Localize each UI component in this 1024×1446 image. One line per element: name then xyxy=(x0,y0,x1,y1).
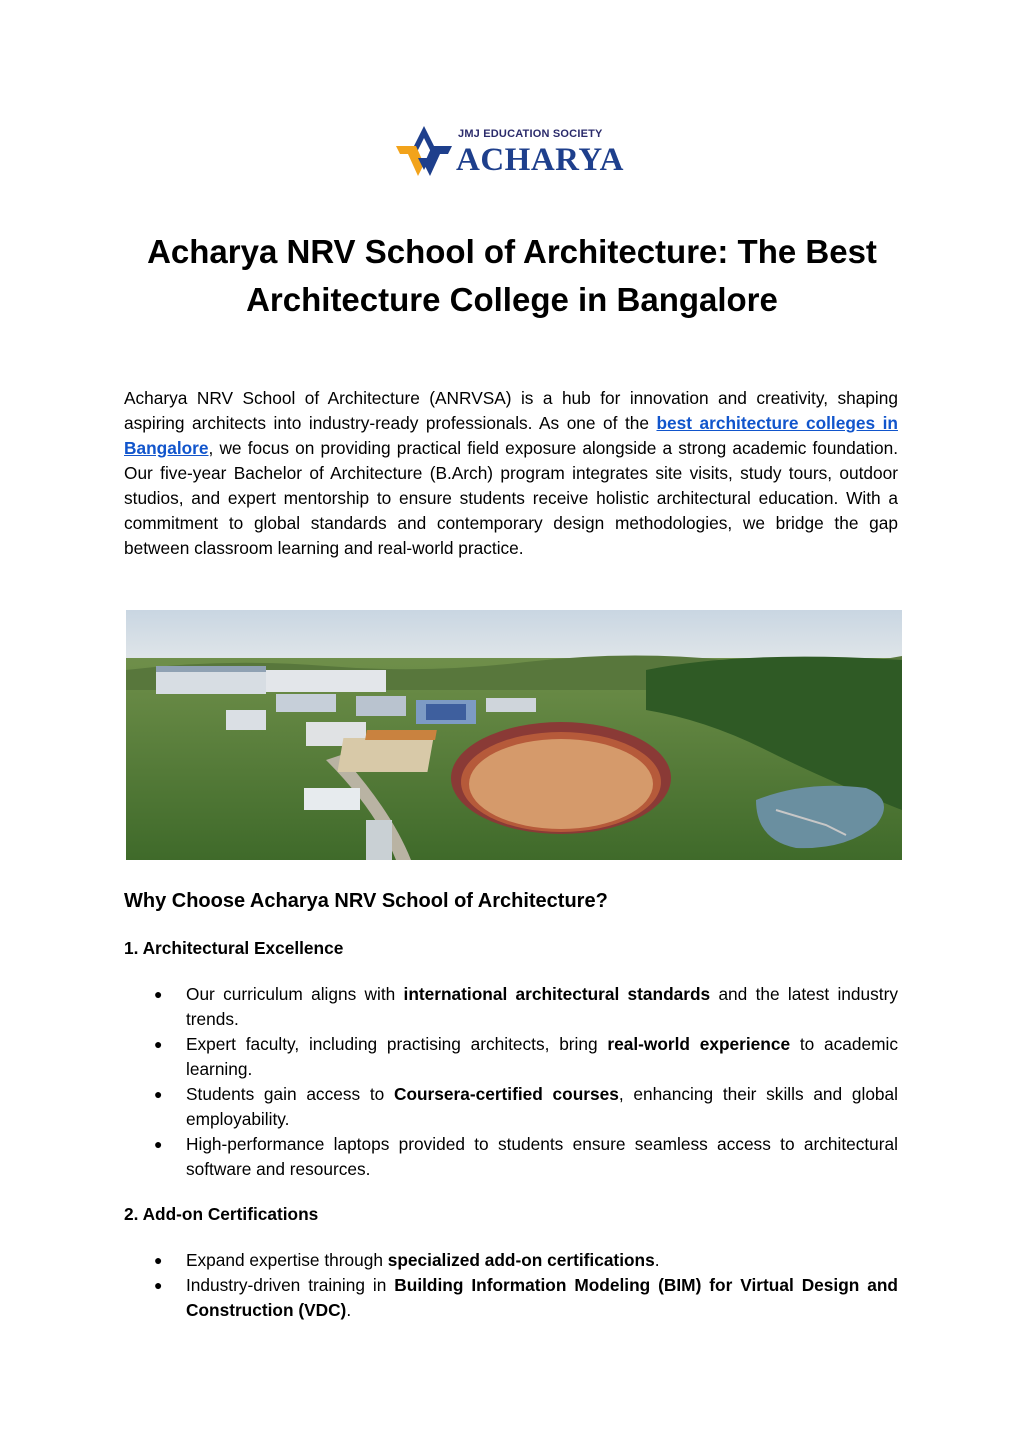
section-1-bullet-list xyxy=(124,982,898,1182)
bullet-bold-text: international architectural standards xyxy=(403,984,711,1004)
bullet-text: to academic learning. xyxy=(186,1034,898,1079)
campus-aerial-photo-image xyxy=(126,610,902,860)
title-line-1: Acharya NRV School of Architecture: The Best xyxy=(147,233,877,270)
title-line-2: Architecture College in Bangalore xyxy=(246,281,778,318)
section-2-bullet-list xyxy=(124,1248,898,1323)
section-1-heading: 1. Architectural Excellence xyxy=(124,938,344,958)
bullet-text: Our curriculum aligns with xyxy=(186,984,404,1004)
logo-brand-name: ACHARYA xyxy=(456,142,624,178)
intro-text-start: Acharya NRV School of Architecture (ANRVSA) is a hub for innovation and creativity, shaping aspiring architects into industry-ready professionals. As one of the xyxy=(124,388,898,433)
intro-paragraph xyxy=(124,386,898,561)
bullet-text: , enhancing their skills and global employability. xyxy=(186,1084,898,1129)
campus-aerial-photo xyxy=(126,610,902,860)
list-item xyxy=(124,982,898,1032)
list-item xyxy=(124,1273,898,1323)
bullet-text: Expert faculty, including practising architects, bring xyxy=(186,1034,608,1054)
bullet-bold-text: real-world experience xyxy=(607,1034,791,1054)
logo-org-name: JMJ EDUCATION SOCIETY xyxy=(458,128,603,140)
list-item xyxy=(124,1082,898,1132)
page-title xyxy=(100,228,924,324)
acharya-emblem-icon xyxy=(394,124,454,180)
bullet-icon: ● xyxy=(154,1136,163,1152)
list-item xyxy=(124,1032,898,1082)
bullet-bold-text: Building Information Modeling (BIM) for Virtual Design and Construction (VDC) xyxy=(186,1275,898,1320)
bullet-text: Expand expertise through xyxy=(186,1250,388,1270)
bullet-text: High-performance laptops provided to students ensure seamless access to architectural software and resources. xyxy=(186,1134,898,1179)
section-2-heading: 2. Add-on Certifications xyxy=(124,1204,319,1224)
intro-text-end: , we focus on providing practical field exposure alongside a strong academic foundation. Our five-year Bachelor of Architecture (B.Arch) program integrates site visits, study tours, outdoor studios, and expert mentorship to ensure students receive holistic architectural education. With a commitment to global standards and contemporary design methodologies, we bridge the gap between classroom learning and real-world practice. xyxy=(124,438,898,558)
bullet-bold-text: Coursera-certified courses xyxy=(393,1084,619,1104)
bullet-text: and the latest industry trends. xyxy=(186,984,898,1029)
bullet-bold-text: specialized add-on certifications xyxy=(387,1250,655,1270)
bullet-icon: ● xyxy=(154,1252,163,1268)
bullet-icon: ● xyxy=(154,1036,163,1052)
bullet-icon: ● xyxy=(154,1086,163,1102)
best-colleges-link[interactable]: best architecture colleges in Bangalore xyxy=(124,413,898,458)
bullet-text: . xyxy=(346,1300,352,1320)
bullet-text: Students gain access to xyxy=(186,1084,394,1104)
bullet-text: . xyxy=(654,1250,660,1270)
acharya-logo xyxy=(394,124,634,180)
list-item xyxy=(124,1248,898,1273)
list-item xyxy=(124,1132,898,1182)
bullet-icon: ● xyxy=(154,1277,163,1293)
bullet-text: Industry-driven training in xyxy=(186,1275,395,1295)
bullet-icon: ● xyxy=(154,986,163,1002)
why-choose-heading: Why Choose Acharya NRV School of Architecture? xyxy=(124,890,608,912)
